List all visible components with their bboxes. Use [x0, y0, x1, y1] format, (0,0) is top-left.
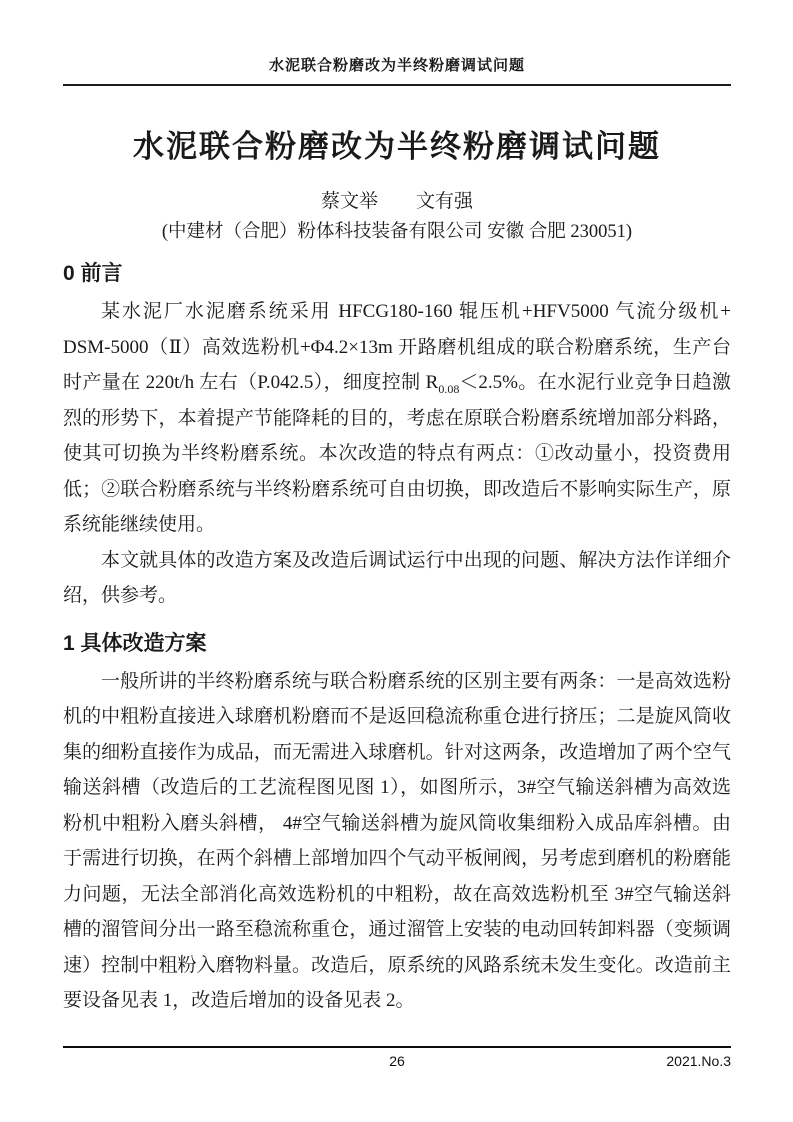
page-number: 26	[389, 1053, 405, 1069]
intro-paragraph-1-text-before-subscript: 某水泥厂水泥磨系统采用 HFCG180-160 辊压机+HFV5000 气流分级机+ DSM-5000（Ⅱ）高效选粉机+Φ4.2×13m 开路磨机组成的联合粉磨系统，生产台时产量在 220t/h 左右（P.042.5），细度控制 R	[63, 301, 731, 393]
paper-title: 水泥联合粉磨改为半终粉磨调试问题	[133, 129, 661, 164]
intro-paragraph-1	[63, 294, 731, 543]
section-heading-plan: 1 具体改造方案	[63, 631, 207, 655]
authors-line: 蔡文举 文有强	[320, 191, 473, 212]
journal-issue-label: 2021.No.3	[666, 1053, 731, 1069]
footer	[63, 1053, 731, 1073]
plan-paragraph-1: 一般所讲的半终粉磨系统与联合粉磨系统的区别主要有两条：一是高效选粉机的中粗粉直接进入球磨机粉磨而不是返回稳流称重仓进行挤压；二是旋风筒收集的细粉直接作为成品，而无需进入球磨机。针对这两条，改造增加了两个空气输送斜槽（改造后的工艺流程图见图 1），如图所示，3#空气输送斜槽为高效选粉机中粗粉入磨头斜槽， 4#空气输送斜槽为旋风筒收集细粉入成品库斜槽。由于需进行切换，在两个斜槽上部增加四个气动平板闸阀，另考虑到磨机的粉磨能力问题，无法全部消化高效选粉机的中粗粉，故在高效选粉机至 3#空气输送斜槽的溜管间分出一路至稳流称重仓，通过溜管上安装的电动回转卸料器（变频调速）控制中粗粉入磨物料量。改造后，原系统的风路系统未发生变化。改造前主要设备见表 1，改造后增加的设备见表 2。	[63, 670, 731, 1011]
footer-rule	[63, 1046, 731, 1048]
intro-paragraph-2: 本文就具体的改造方案及改造后调试运行中出现的问题、解决方法作详细介绍，供参考。	[63, 549, 731, 606]
header-rule	[63, 84, 731, 86]
section-heading-intro: 0 前言	[63, 262, 123, 285]
fineness-residue-subscript: 0.08	[438, 381, 460, 396]
intro-paragraph-1-text-after-subscript: ＜2.5%。在水泥行业竞争日趋激烈的形势下，本着提产节能降耗的目的，考虑在原联合粉磨系统增加部分料路，使其可切换为半终粉磨系统。本次改造的特点有两点：①改动量小，投资费用低；②联合粉磨系统与半终粉磨系统可自由切换，即改造后不影响实际生产，原系统能继续使用。	[63, 372, 732, 535]
running-header-title: 水泥联合粉磨改为半终粉磨调试问题	[268, 57, 525, 74]
affiliation-line: (中建材（合肥）粉体科技装备有限公司 安徽 合肥 230051)	[161, 222, 633, 242]
